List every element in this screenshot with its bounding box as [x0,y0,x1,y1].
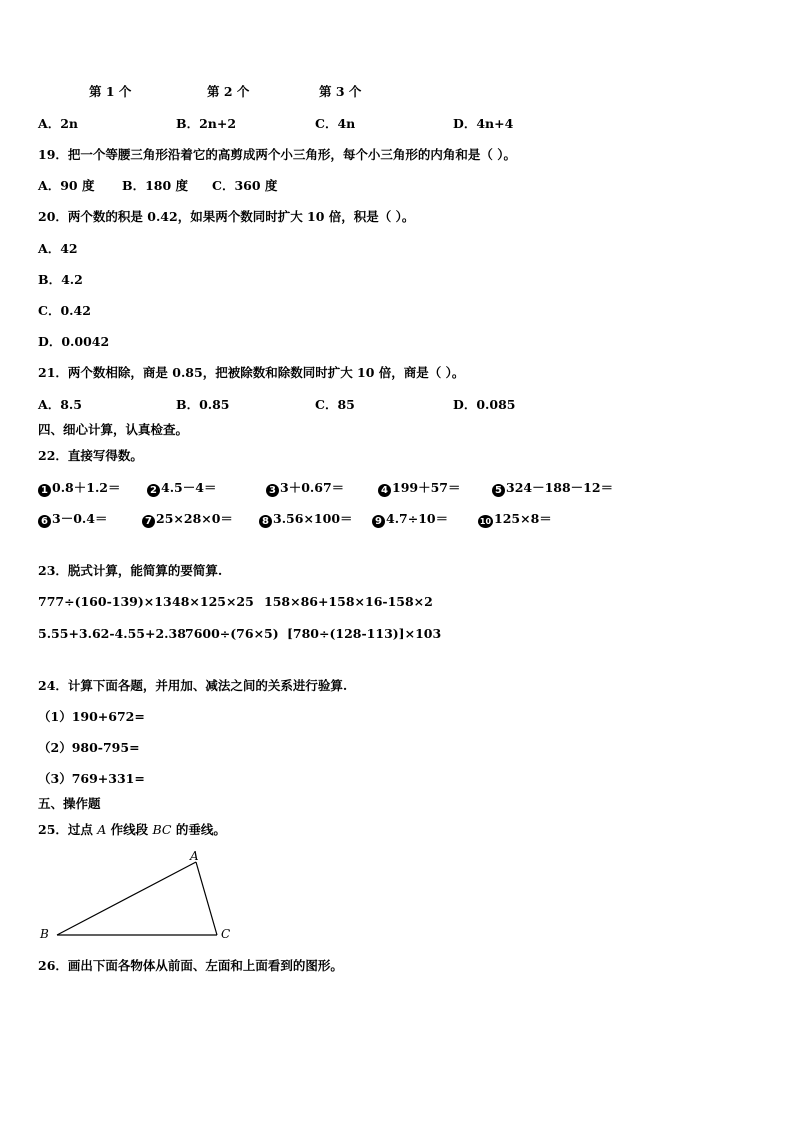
point-label-a: A [190,849,199,863]
q21-option-b: B．0.85 [176,397,230,412]
q20-option-a: A．42 [38,241,78,256]
expression: 4.5－4＝ [161,480,217,495]
q26-question: 26．画出下面各物体从前面、左面和上面看到的图形。 [38,958,343,973]
q23-expr-6: [780÷(128-113)]×103 [287,626,442,641]
q19-option-a: A．90 度 [38,178,95,193]
circled-number: 9 [372,515,385,528]
q19-option-c: C．360 度 [212,178,278,193]
section-4-heading: 四、细心计算，认真检查。 [38,422,189,437]
q23-expr-5: 7600÷(76×5) [185,626,279,641]
q19-question: 19．把一个等腰三角形沿着它的高剪成两个小三角形，每个小三角形的内角和是（ ）。 [38,147,516,162]
q21-option-c: C．85 [315,397,355,412]
circled-number: 2 [147,484,160,497]
q19-option-b: B．180 度 [122,178,189,193]
q23-expr-2: 48×125×25 [172,594,254,609]
expression: 0.8＋1.2＝ [52,480,121,495]
q25-text-pre: 25．过点 [38,822,98,837]
figure-label-3: 第 3 个 [319,84,362,99]
side-ab [57,862,196,935]
expression: 3＋0.67＝ [280,480,345,495]
circled-number: 6 [38,515,51,528]
q23-expr-1: 777÷(160-139)×13 [38,594,172,609]
figure-label-1: 第 1 个 [89,84,132,99]
expression: 125×8＝ [494,511,552,526]
side-ac [196,862,217,935]
circled-number: 1 [38,484,51,497]
expression: 3.56×100＝ [273,511,353,526]
q18-option-d: D．4n+4 [453,116,514,131]
expression: 324－188－12＝ [506,480,614,495]
expression: 4.7÷10＝ [386,511,449,526]
expression: 3－0.4＝ [52,511,108,526]
circled-number: 4 [378,484,391,497]
q22-question: 22．直接写得数。 [38,448,143,463]
q21-question: 21．两个数相除，商是 0.85，把被除数和除数同时扩大 10 倍，商是（ ）。 [38,365,465,380]
q20-question: 20．两个数的积是 0.42，如果两个数同时扩大 10 倍，积是（ ）。 [38,209,415,224]
circled-number: 5 [492,484,505,497]
point-label-b: B [40,927,49,941]
circled-number: 8 [259,515,272,528]
q23-expr-3: 158×86+158×16-158×2 [264,594,433,609]
q21-option-d: D．0.085 [453,397,516,412]
section-5-heading: 五、操作题 [38,796,101,811]
q20-option-c: C．0.42 [38,303,91,318]
point-a-ref: A [97,822,107,837]
q25-text-post: 的垂线。 [171,822,226,837]
q18-option-c: C．4n [315,116,356,131]
q18-option-a: A．2n [38,116,78,131]
q24-question: 24．计算下面各题，并用加、减法之间的关系进行验算. [38,678,348,693]
q24-item-1: （1）190+672= [38,709,145,724]
q23-expr-4: 5.55+3.62-4.55+2.38 [38,626,186,641]
figure-label-2: 第 2 个 [207,84,250,99]
q24-item-3: （3）769+331= [38,771,145,786]
circled-number: 7 [142,515,155,528]
q18-option-b: B．2n+2 [176,116,237,131]
circled-number: 3 [266,484,279,497]
circled-number: 10 [479,517,492,526]
q21-option-a: A．8.5 [38,397,82,412]
q23-question: 23．脱式计算，能简算的要简算. [38,563,223,578]
q25-text-mid: 作线段 [106,822,153,837]
q24-item-2: （2）980-795= [38,740,140,755]
expression: 25×28×0＝ [156,511,233,526]
q20-option-d: D．0.0042 [38,334,110,349]
q20-option-b: B．4.2 [38,272,83,287]
point-label-c: C [221,927,231,941]
expression: 199＋57＝ [392,480,461,495]
segment-bc-ref: BC [152,822,172,837]
